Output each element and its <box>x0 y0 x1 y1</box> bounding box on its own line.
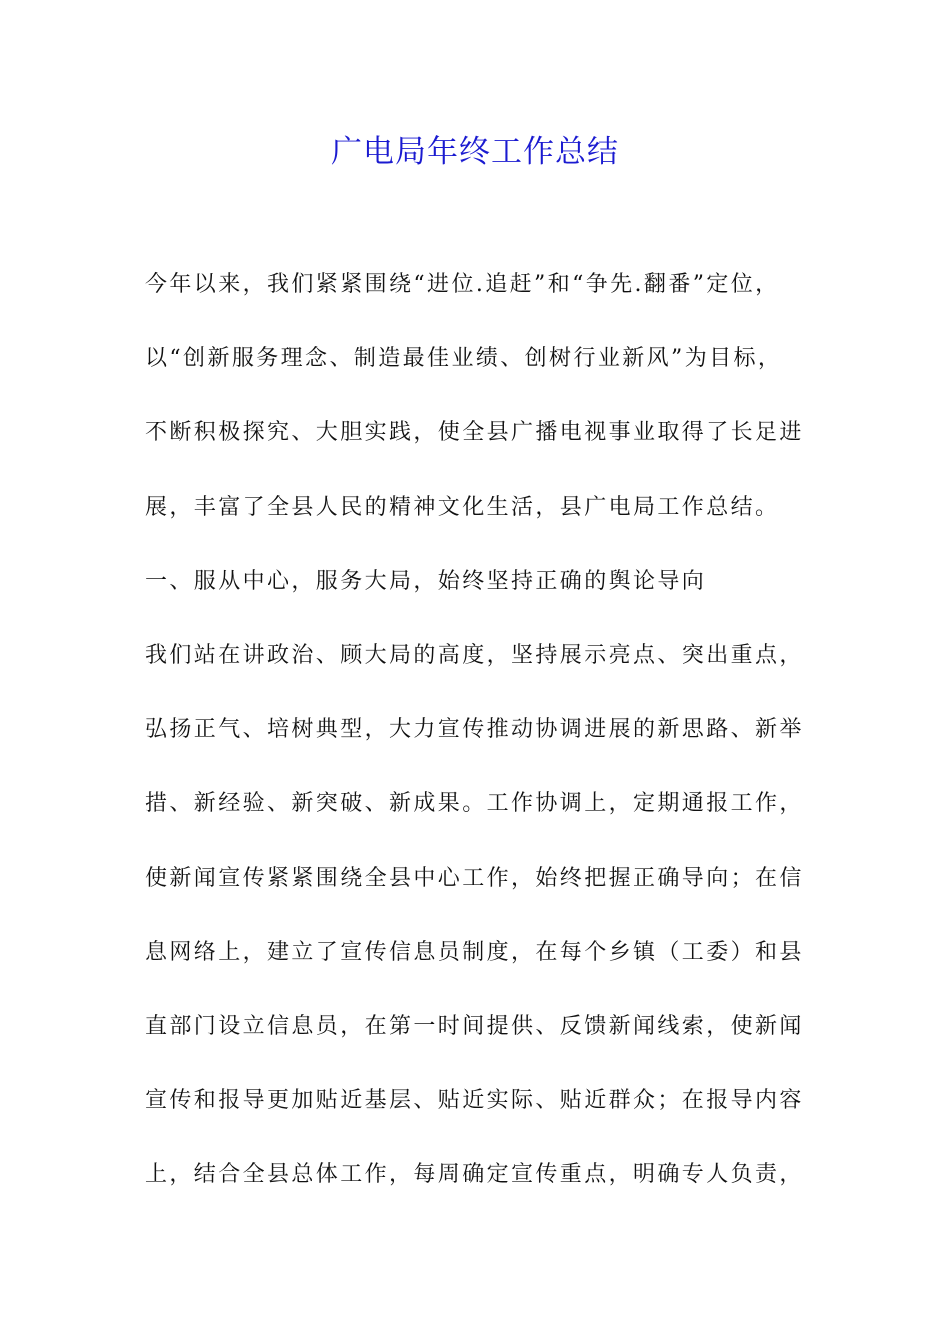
body-line: 息网络上，建立了宣传信息员制度，在每个乡镇（工委）和县 <box>145 939 804 965</box>
body-line: 以“创新服务理念、制造最佳业绩、创树行业新风”为目标， <box>145 346 783 372</box>
body-line: 不断积极探究、大胆实践，使全县广播电视事业取得了长足进 <box>145 420 804 446</box>
body-line: 使新闻宣传紧紧围绕全县中心工作，始终把握正确导向；在信 <box>145 865 804 891</box>
page-title: 广电局年终工作总结 <box>331 134 619 170</box>
body-line: 宣传和报导更加贴近基层、贴近实际、贴近群众；在报导内容 <box>145 1088 804 1114</box>
body-line: 展，丰富了全县人民的精神文化生活，县广电局工作总结。 <box>145 494 780 520</box>
document-body <box>145 260 835 1224</box>
section-heading: 一、服从中心，服务大局，始终坚持正确的舆论导向 <box>145 568 707 594</box>
body-line: 措、新经验、新突破、新成果。工作协调上，定期通报工作， <box>145 791 804 817</box>
body-line: 今年以来，我们紧紧围绕“进位.追赶”和“争先.翻番”定位， <box>145 272 780 297</box>
body-line: 直部门设立信息员，在第一时间提供、反馈新闻线索，使新闻 <box>145 1013 804 1039</box>
body-line: 弘扬正气、培树典型，大力宣传推动协调进展的新思路、新举 <box>145 717 804 743</box>
body-line: 上，结合全县总体工作，每周确定宣传重点，明确专人负责， <box>145 1162 804 1188</box>
body-line: 我们站在讲政治、顾大局的高度，坚持展示亮点、突出重点， <box>145 642 804 668</box>
